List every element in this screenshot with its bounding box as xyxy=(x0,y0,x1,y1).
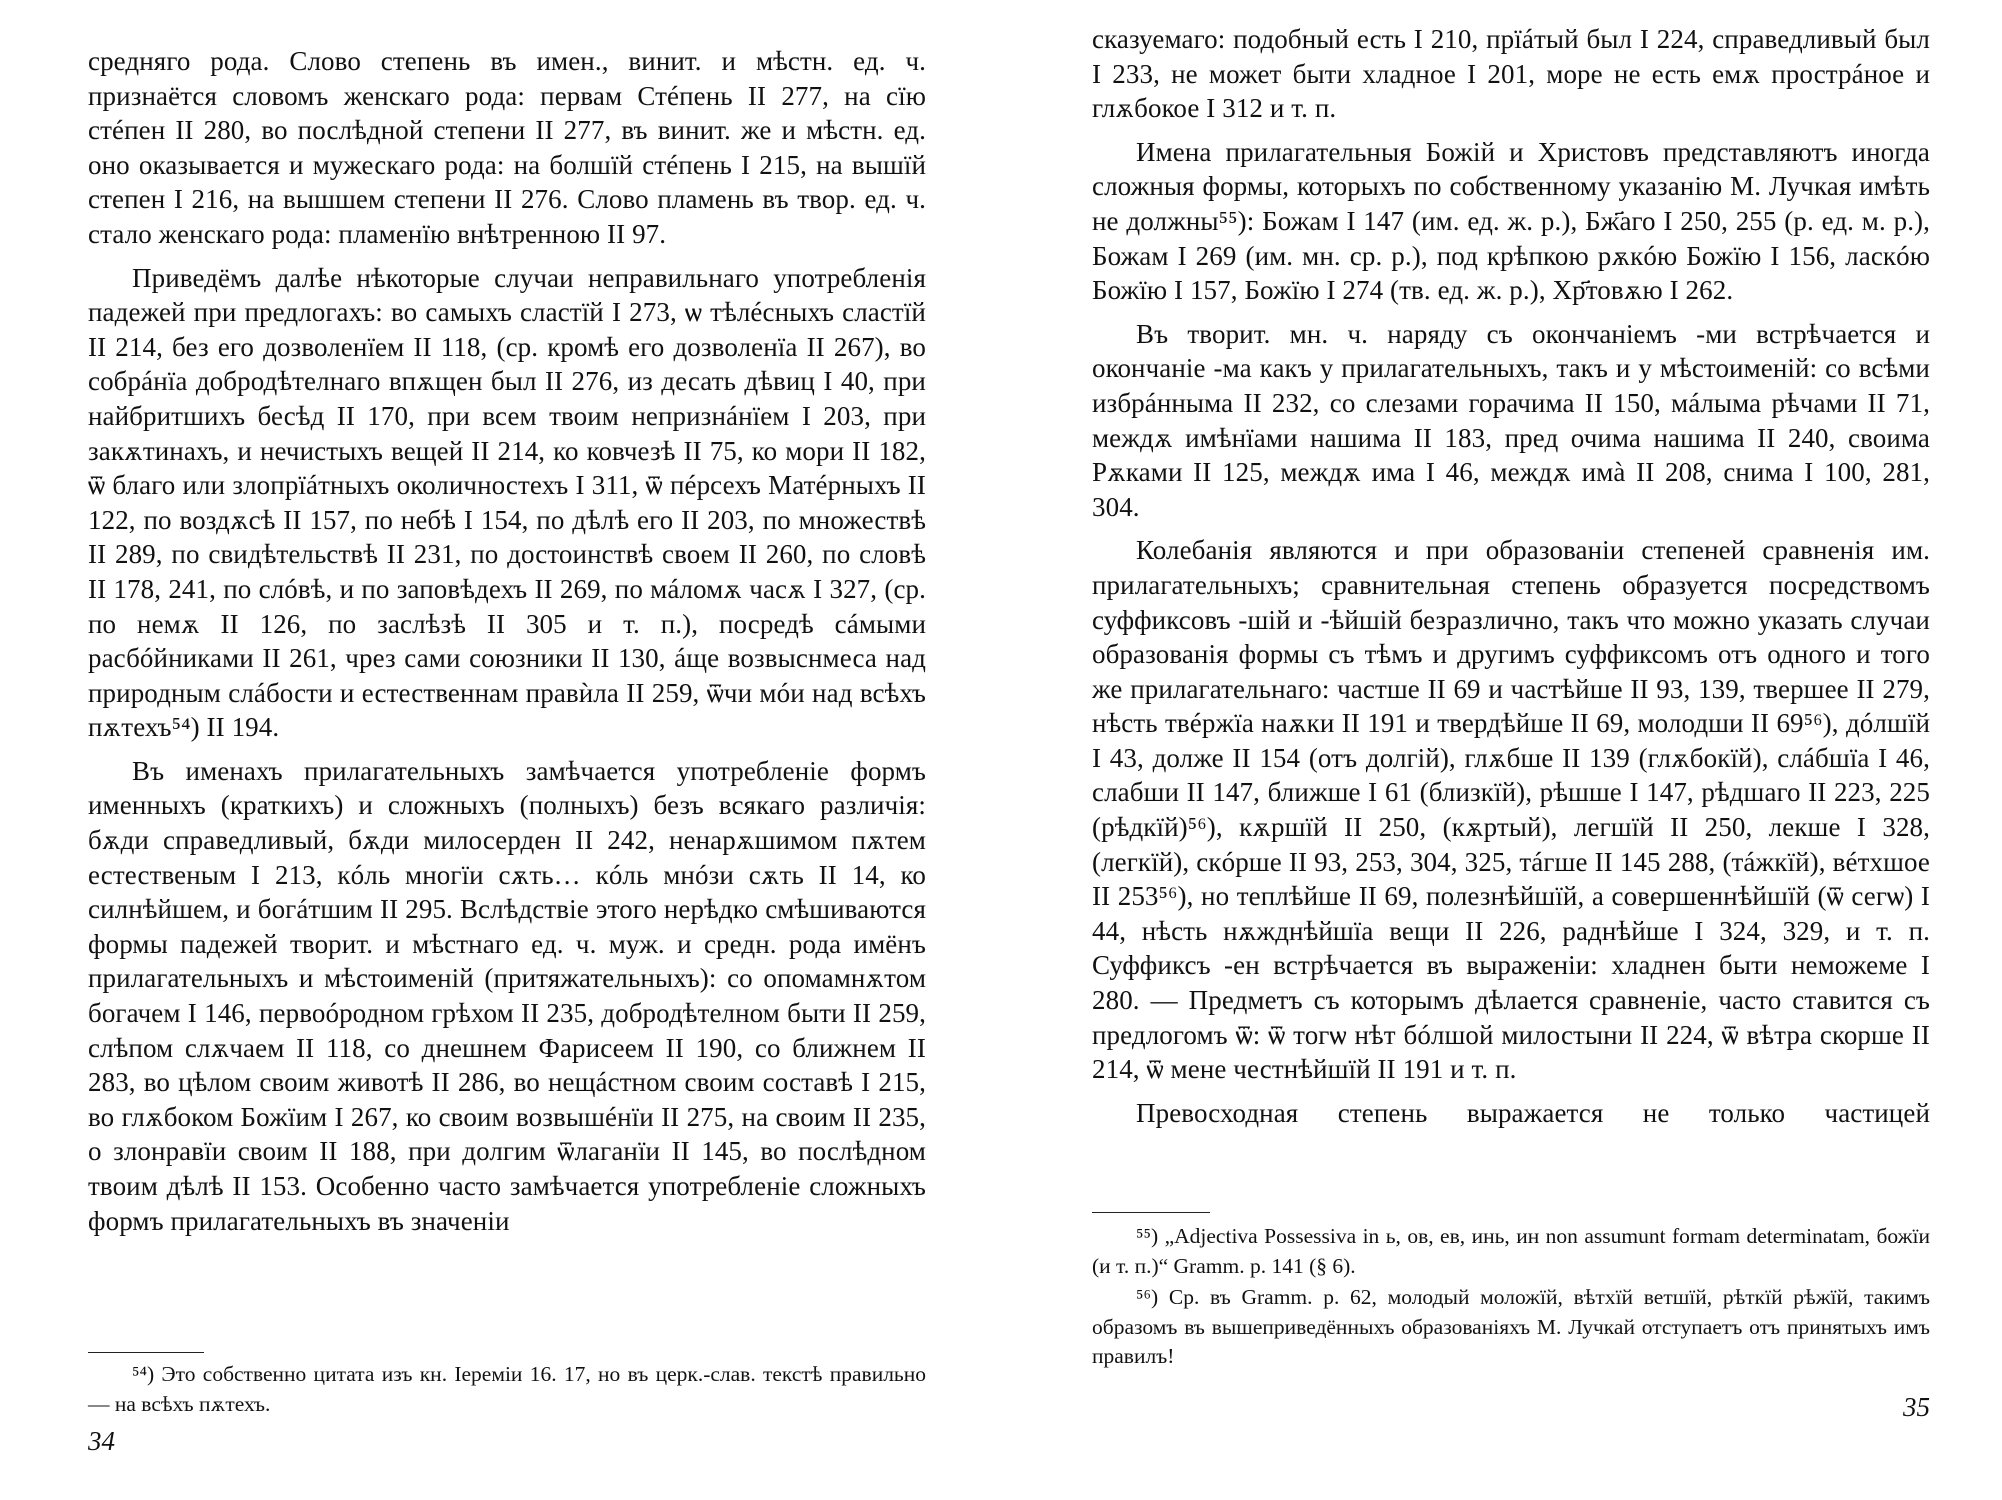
footnote-divider xyxy=(88,1352,204,1353)
paragraph: Приведёмъ далѣе нѣкоторые случаи неправильнаго употребленія падежей при предлогахъ: во самыхъ сластїй I 273, ѡ тѣлéсныхъ сластїй II 214, без его дозволенїем II 118, (ср. кромѣ его дозволенїа II 267), во собрáнїа добродѣтелнаго впѫщен был II 276, из десать дѣвиц I 40, при найбритшихъ бесѣд II 170, при всем твоим непризнáнїем I 203, при закѫтинахъ, и нечистыхъ вещей II 214, ко ковчезѣ II 75, ко мори II 182, ѿ благо или злопрїáтныхъ околичностехъ I 311, ѿ пéрсехъ Матéрныхъ II 122, по воздѫсѣ II 157, по небѣ I 154, по дѣлѣ его II 203, по множествѣ II 289, по свидѣтельствѣ II 231, по достоинствѣ своем II 260, по словѣ II 178, 241, по слóвѣ, и по заповѣдехъ II 269, по мáломѫ часѫ I 327, (ср. по немѫ II 126, по заслѣзѣ II 305 и т. п.), посредѣ сáмыми расбóйниками II 261, чрез сами союзники II 130, áще возвыснмеса над природным слáбости и естественнам правѝла II 259, ѿчи мóи над всѣхъ пѫтехъ⁵⁴) II 194. xyxy=(88,262,926,743)
page-number: 35 xyxy=(1903,1392,1930,1422)
paragraph: Въ творит. мн. ч. наряду съ окончанiемъ -ми встрѣчается и окончаніе -ма какъ у прилагательныхъ, такъ и у мѣстоименій: со всѣми избрáнныма II 232, со слезами горачима II 150, мáлыма рѣчами II 71, междѫ имѣнїами нашима II 183, пред очима нашима II 240, своима Рѫками II 125, междѫ има I 46, междѫ имà II 208, снима I 100, 281, 304. xyxy=(1092,318,1930,522)
page-number: 34 xyxy=(88,1426,115,1456)
right-page-body xyxy=(1092,22,1930,1130)
footnote-divider xyxy=(1092,1212,1210,1213)
paragraph: сказуемаго: подобный есть I 210, прїáтый был I 224, справедливый был I 233, не может быти хладное I 201, море не есть емѫ прострáное и глѫбокое I 312 и т. п. xyxy=(1092,24,1930,124)
paragraph: Имена прилагательныя Божій и Христовъ представляютъ иногда сложныя формы, которыхъ по собственному указанію М. Лучкая имѣть не должны⁵⁵): Божам I 147 (им. ед. ж. р.), Бж҃аго I 250, 255 (р. ед. м. р.), Божам I 269 (им. мн. ср. р.), под крѣпкою рѫкóю Божїю I 156, ласкóю Божїю I 157, Божїю I 274 (тв. ед. ж. р.), Хр҃товѫю I 262. xyxy=(1092,136,1930,306)
paragraph: Въ именахъ прилагательныхъ замѣчается употребленіе формъ именныхъ (краткихъ) и сложныхъ (полныхъ) безъ всякаго различія: бѫди справедливый, бѫди милосерден II 242, ненарѫшимом пѫтем естественым I 213, кóль многїи сѫть… кóль мнóзи сѫть II 14, ко силнѣйшем, и богáтшим II 295. Вслѣдствіе этого нерѣдко смѣшиваются формы падежей творит. и мѣстнаго ед. ч. муж. и средн. рода имёнъ прилагательныхъ и мѣстоименій (притяжательныхъ): со опомамнѫтом богачем I 146, первоóродном грѣхом II 235, добродѣтелном быти II 259, слѣпом слѫчаем II 118, со днешнем Фарисеем II 190, со ближнем II 283, во цѣлом своим животѣ II 286, во нещáстном своим составѣ I 215, во глѫбоком Божїим I 267, ко своим возвышéнїи II 275, на своим II 235, о злонравїи своим II 188, при долгим ѿлаганїи II 145, во послѣдном твоим дѣлѣ II 153. Особенно часто замѣчается употребленіе сложныхъ формъ прилагательныхъ въ значеніи xyxy=(88,755,926,1236)
paragraph: средняго рода. Слово степень въ имен., винит. и мѣстн. ед. ч. признаётся словомъ женскаго рода: первам Стéпень II 277, на сїю стéпен II 280, во послѣдной степени II 277, въ винит. же и мѣстн. ед. оно оказывается и мужескаго рода: на болшїй стéпень I 215, на вышїй степен I 216, на вышшем степени II 276. Слово пламень въ твор. ед. ч. стало женскаго рода: пламенїю внѣтренною II 97. xyxy=(88,46,926,249)
right-page-footnotes xyxy=(1092,1222,1930,1372)
footnote: ⁵⁴) Это собственно цитата изъ кн. Іереміи 16. 17, но въ церк.-слав. текстѣ правильно — на всѣхъ пѫтехъ. xyxy=(88,1362,926,1416)
left-page-footnotes xyxy=(88,1360,926,1419)
footnote: ⁵⁵) „Adjectiva Possessiva in ь, ов, ев, инь, ин non assumunt formam determinatam, божїи (и т. п.)“ Gramm. p. 141 (§ 6). xyxy=(1092,1224,1930,1278)
right-page xyxy=(1092,0,1930,1500)
paragraph: Колебанія являются и при образованіи степеней сравненія им. прилагательныхъ; сравнительная степень образуется посредствомъ суффиксовъ -шій и -ѣйшій безразлично, такъ что можно указать случаи образованія формы съ тѣмъ и другимъ суффиксомъ отъ одного и того же прилагательнаго: частше II 69 и частѣйше II 93, 139, твершее II 279, нѣсть твéржїа наѫки II 191 и твердѣйше II 69, молодши II 69⁵⁶), дóлшїй I 43, долже II 154 (отъ долгій), глѫбше II 139 (глѫбокїй), слáбшїа I 46, слабши II 147, ближше I 61 (близкїй), рѣшше I 147, рѣдшаго II 223, 225 (рѣдкїй)⁵⁶), кѫршїй II 250, (кѫртый), легшїй II 250, лекше I 328, (легкїй), скóрше II 93, 253, 304, 325, тáгше II 145 288, (тáжкїй), вéтхшое II 253⁵⁶), но теплѣйше II 69, полезнѣйшїй, а совершеннѣйшїй (ѿ сегѡ) I 44, нѣсть нѫжднѣйшїа вещи II 226, раднѣйше I 324, 329, и т. п. Суффиксъ -ен встрѣчается въ выраженіи: хладнен быти неможеме I 280. — Предметъ съ которымъ дѣлается сравненіе, часто ставится съ предлогомъ ѿ: ѿ тогѡ нѣт бóлшой милостыни II 224, ѿ вѣтра скорше II 214, ѿ мене честнѣйшїй II 191 и т. п. xyxy=(1092,535,1930,1085)
left-page xyxy=(88,0,926,1500)
footnote: ⁵⁶) Ср. въ Gramm. p. 62, молодый моложїй, вѣтхїй ветшїй, рѣткїй рѣжїй, такимъ образомъ въ вышеприведённыхъ образованіяхъ М. Лучкай отступаетъ отъ принятыхъ имъ правилъ! xyxy=(1092,1285,1930,1369)
left-page-body xyxy=(88,44,926,1238)
paragraph: Превосходная степень выражается не только частицей xyxy=(1136,1097,1930,1128)
